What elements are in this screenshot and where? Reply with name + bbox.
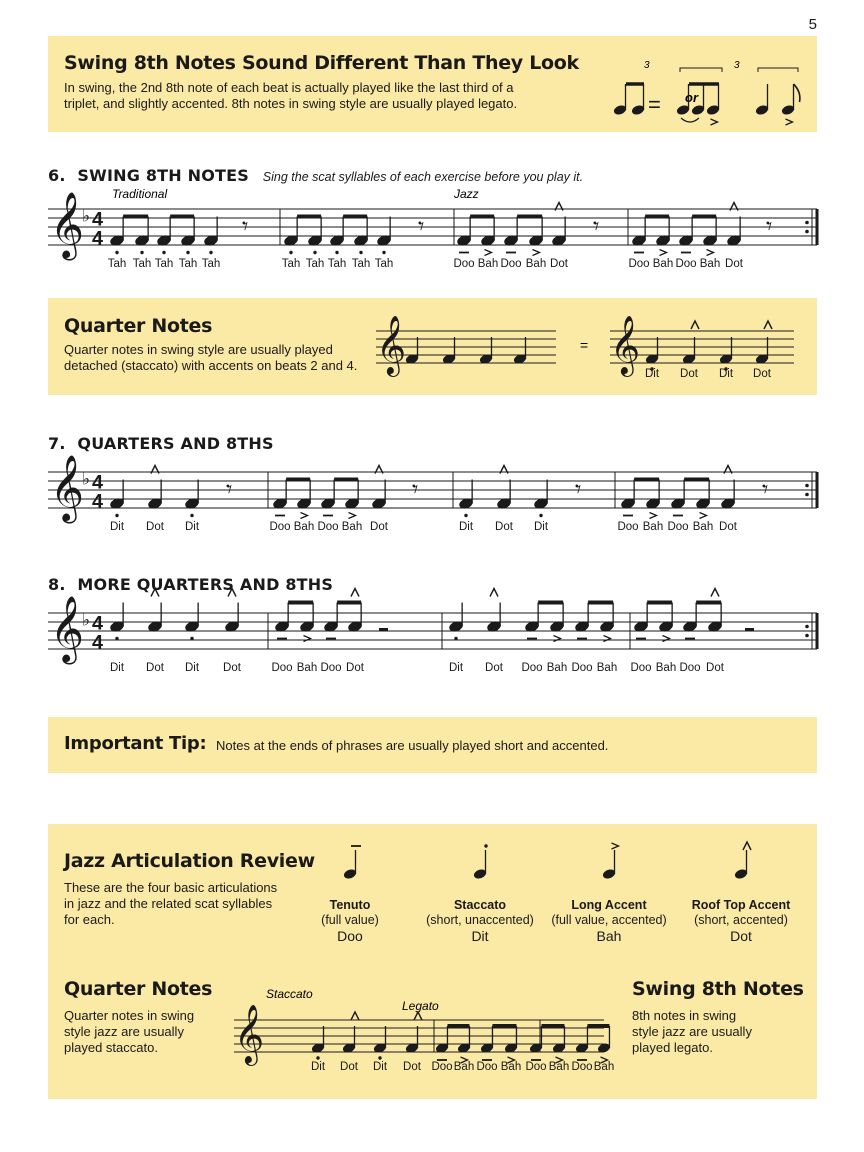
accent-mark bbox=[700, 513, 707, 519]
scat-syllable: Doo bbox=[675, 258, 697, 270]
box-title: Quarter Notes bbox=[64, 315, 213, 337]
eighth-rest: 𝄾 bbox=[242, 213, 249, 240]
scat-syllable: Doo bbox=[271, 662, 293, 674]
half-rest bbox=[379, 628, 388, 631]
accent-mark bbox=[663, 636, 670, 642]
exercise-number: 7. bbox=[48, 434, 66, 453]
scat-syllable: Bah bbox=[296, 662, 318, 674]
equals-sign: = bbox=[580, 337, 589, 353]
accent-mark bbox=[612, 843, 619, 849]
scat-syllable: Bah bbox=[548, 1061, 570, 1073]
tip-text: Notes at the ends of phrases are usually played short and accented. bbox=[216, 738, 609, 753]
staccato-mark bbox=[313, 251, 316, 254]
scat-syllable: Bah bbox=[546, 662, 568, 674]
staccato-mark bbox=[115, 514, 118, 517]
accent-mark bbox=[485, 250, 492, 256]
qn-text-line: played staccato. bbox=[64, 1040, 158, 1055]
quarter-notes-info-box bbox=[48, 298, 817, 395]
qn-title: Quarter Notes bbox=[64, 978, 213, 1000]
scat-syllable: Bah bbox=[453, 1061, 475, 1073]
staccato-mark bbox=[186, 251, 189, 254]
accent-mark bbox=[660, 250, 667, 256]
staccato-mark bbox=[539, 514, 542, 517]
treble-clef: 𝄞 bbox=[50, 597, 85, 662]
half-rest bbox=[745, 628, 754, 631]
swing-eighths-info-box bbox=[48, 36, 817, 132]
tip-title: Important Tip: bbox=[64, 733, 207, 754]
s8-text-line: style jazz are usually bbox=[632, 1024, 752, 1039]
staccato-mark bbox=[454, 637, 457, 640]
tie bbox=[681, 118, 699, 122]
box-text-line: detached (staccato) with accents on beats 2 and 4. bbox=[64, 358, 358, 373]
scat-syllable: Dit bbox=[310, 1061, 326, 1073]
exercise-7-staff bbox=[48, 455, 818, 535]
accent-mark bbox=[349, 513, 356, 519]
staccato-mark bbox=[115, 251, 118, 254]
scat-syllable: Tah bbox=[281, 258, 301, 270]
label-staccato: Staccato bbox=[266, 987, 313, 1001]
scat-syllable: Doo bbox=[628, 258, 650, 270]
scat-syllable: Doo bbox=[617, 521, 639, 533]
treble-clef: 𝄞 bbox=[376, 316, 407, 374]
scat-syllable: Dot bbox=[340, 1061, 358, 1073]
scat-syllable: Doo bbox=[500, 258, 522, 270]
repeat-dot bbox=[805, 625, 809, 629]
or-label: or bbox=[685, 90, 698, 105]
review-title: Jazz Articulation Review bbox=[64, 850, 315, 872]
box-text-line: triplet, and slightly accented. 8th notes in swing style are usually played legato. bbox=[64, 96, 518, 111]
scat-syllable: Tah bbox=[178, 258, 198, 270]
scat-syllable: Dot bbox=[706, 662, 724, 674]
scat-syllable: Bah bbox=[655, 662, 677, 674]
scat-syllable: Bah bbox=[293, 521, 315, 533]
scat-syllable: Dot bbox=[403, 1061, 421, 1073]
accent-mark bbox=[554, 636, 561, 642]
staccato-mark bbox=[382, 251, 385, 254]
repeat-dot bbox=[805, 484, 809, 488]
staccato-mark bbox=[359, 251, 362, 254]
scat-syllable: Dot bbox=[753, 368, 771, 380]
exercise-8-heading bbox=[48, 575, 333, 594]
scat-syllable: Tah bbox=[201, 258, 221, 270]
scat-syllable: Dit bbox=[448, 662, 464, 674]
flat-key-signature: ♭ bbox=[82, 610, 91, 630]
equals-sign: = bbox=[648, 92, 661, 117]
scat-syllable: Doo bbox=[525, 1061, 547, 1073]
s8-text-line: 8th notes in swing bbox=[632, 1008, 737, 1023]
treble-clef: 𝄞 bbox=[50, 456, 85, 521]
flat-key-signature: ♭ bbox=[82, 206, 91, 226]
scat-syllable: Dit bbox=[184, 662, 200, 674]
rooftop-accent bbox=[414, 1012, 422, 1020]
s8-text-line: played legato. bbox=[632, 1040, 713, 1055]
quarter-note-comparison bbox=[370, 302, 810, 392]
accent-mark bbox=[786, 119, 793, 125]
treble-clef: 𝄞 bbox=[610, 316, 641, 374]
scat-syllable: Doo bbox=[431, 1061, 453, 1073]
time-signature-top: 4 bbox=[92, 612, 104, 635]
time-signature-bottom: 4 bbox=[92, 227, 104, 250]
scat-syllable: Bah bbox=[596, 662, 618, 674]
articulation-legend bbox=[293, 834, 813, 954]
scat-syllable: Tah bbox=[305, 258, 325, 270]
staccato-mark bbox=[289, 251, 292, 254]
articulation-name: Tenuto bbox=[329, 898, 371, 912]
scat-syllable: Dot bbox=[550, 258, 568, 270]
qn-text-line: style jazz are usually bbox=[64, 1024, 184, 1039]
box-title: Swing 8th Notes Sound Different Than They Look bbox=[64, 52, 579, 74]
exercise-7-heading bbox=[48, 434, 274, 453]
scat-syllable: Dit bbox=[718, 368, 734, 380]
style-label-jazz: Jazz bbox=[454, 187, 479, 201]
accent-mark bbox=[650, 513, 657, 519]
scat-syllable: Tah bbox=[132, 258, 152, 270]
time-signature-bottom: 4 bbox=[92, 631, 104, 654]
qn-text-line: Quarter notes in swing bbox=[64, 1008, 195, 1023]
flag bbox=[794, 84, 800, 102]
articulation-syllable: Dit bbox=[471, 928, 489, 944]
staccato-mark bbox=[140, 251, 143, 254]
staccato-mark bbox=[190, 514, 193, 517]
scat-syllable: Bah bbox=[525, 258, 547, 270]
review-staff bbox=[228, 984, 615, 1094]
accent-mark bbox=[301, 513, 308, 519]
scat-syllable: Doo bbox=[571, 662, 593, 674]
exercise-title: MORE QUARTERS AND 8THS bbox=[77, 575, 334, 594]
articulation-name: Roof Top Accent bbox=[691, 898, 791, 912]
repeat-dot bbox=[805, 634, 809, 638]
scat-syllable: Dit bbox=[109, 521, 125, 533]
articulation-name: Long Accent bbox=[571, 898, 647, 912]
scat-syllable: Bah bbox=[699, 258, 721, 270]
scat-syllable: Doo bbox=[521, 662, 543, 674]
time-signature-bottom: 4 bbox=[92, 490, 104, 513]
exercise-6-staff bbox=[48, 187, 818, 270]
scat-syllable: Bah bbox=[642, 521, 664, 533]
time-signature-top: 4 bbox=[92, 208, 104, 231]
articulation-syllable: Dot bbox=[730, 928, 752, 944]
articulation-description: (short, accented) bbox=[694, 913, 788, 927]
staccato-mark bbox=[162, 251, 165, 254]
treble-clef: 𝄞 bbox=[234, 1005, 265, 1063]
review-text-line: for each. bbox=[64, 912, 115, 927]
staccato-mark bbox=[115, 637, 118, 640]
scat-syllable: Dit bbox=[533, 521, 549, 533]
accent-mark bbox=[304, 636, 311, 642]
staccato-mark bbox=[316, 1056, 319, 1059]
articulation-syllable: Bah bbox=[596, 928, 622, 944]
eighth-rest: 𝄾 bbox=[575, 476, 582, 503]
scat-syllable: Doo bbox=[476, 1061, 498, 1073]
scat-syllable: Dot bbox=[146, 521, 164, 533]
scat-syllable: Dit bbox=[184, 521, 200, 533]
repeat-dot bbox=[805, 221, 809, 225]
exercise-number: 6. bbox=[48, 166, 66, 185]
swing-rhythm-equation bbox=[558, 50, 758, 130]
scat-syllable: Doo bbox=[320, 662, 342, 674]
accent-mark bbox=[604, 636, 611, 642]
scat-syllable: Doo bbox=[317, 521, 339, 533]
scat-syllable: Tah bbox=[327, 258, 347, 270]
scat-syllable: Bah bbox=[593, 1061, 615, 1073]
exercise-number: 8. bbox=[48, 575, 66, 594]
exercise-title: QUARTERS AND 8THS bbox=[77, 434, 274, 453]
scat-syllable: Bah bbox=[692, 521, 714, 533]
scat-syllable: Dot bbox=[725, 258, 743, 270]
rooftop-accent bbox=[743, 842, 751, 850]
scat-syllable: Bah bbox=[341, 521, 363, 533]
rooftop-accent bbox=[711, 589, 719, 597]
staccato-mark bbox=[209, 251, 212, 254]
scat-syllable: Doo bbox=[630, 662, 652, 674]
box-text-line: In swing, the 2nd 8th note of each beat is actually played like the last third of a bbox=[64, 80, 514, 95]
scat-syllable: Dot bbox=[495, 521, 513, 533]
rooftop-accent bbox=[351, 589, 359, 597]
review-text-line: in jazz and the related scat syllables bbox=[64, 896, 273, 911]
repeat-dot bbox=[805, 230, 809, 234]
scat-syllable: Bah bbox=[652, 258, 674, 270]
repeat-dot bbox=[805, 493, 809, 497]
eighth-rest: 𝄾 bbox=[766, 213, 773, 240]
time-signature-top: 4 bbox=[92, 471, 104, 494]
rooftop-accent bbox=[351, 1012, 359, 1020]
eighth-rest: 𝄾 bbox=[593, 213, 600, 240]
accent-mark bbox=[707, 250, 714, 256]
triplet-bracket bbox=[680, 68, 722, 72]
scat-syllable: Doo bbox=[269, 521, 291, 533]
exercise-6-heading bbox=[48, 166, 583, 185]
important-tip-box bbox=[48, 717, 817, 773]
staccato-mark bbox=[335, 251, 338, 254]
flat-key-signature: ♭ bbox=[82, 469, 91, 489]
scat-syllable: Dot bbox=[485, 662, 503, 674]
scat-syllable: Tah bbox=[374, 258, 394, 270]
eighth-rest: 𝄾 bbox=[418, 213, 425, 240]
page-number: 5 bbox=[808, 16, 817, 33]
eighth-rest: 𝄾 bbox=[226, 476, 233, 503]
accent-mark bbox=[711, 119, 718, 125]
triplet-mark: 3 bbox=[734, 60, 740, 71]
label-legato: Legato bbox=[402, 999, 439, 1013]
exercise-title: SWING 8TH NOTES bbox=[77, 166, 249, 185]
rooftop-accent bbox=[691, 321, 699, 329]
scat-syllable: Bah bbox=[500, 1061, 522, 1073]
scat-syllable: Dot bbox=[370, 521, 388, 533]
scat-syllable: Dot bbox=[719, 521, 737, 533]
scat-syllable: Dot bbox=[146, 662, 164, 674]
scat-syllable: Tah bbox=[351, 258, 371, 270]
eighth-rest: 𝄾 bbox=[412, 476, 419, 503]
staccato-mark bbox=[464, 514, 467, 517]
rooftop-accent bbox=[490, 589, 498, 597]
scat-syllable: Dit bbox=[458, 521, 474, 533]
scat-syllable: Dit bbox=[372, 1061, 388, 1073]
scat-syllable: Doo bbox=[679, 662, 701, 674]
rooftop-accent bbox=[764, 321, 772, 329]
scat-syllable: Dit bbox=[109, 662, 125, 674]
scat-syllable: Dit bbox=[644, 368, 660, 380]
scat-syllable: Dot bbox=[223, 662, 241, 674]
scat-syllable: Doo bbox=[453, 258, 475, 270]
articulation-description: (full value, accented) bbox=[551, 913, 667, 927]
scat-syllable: Dot bbox=[346, 662, 364, 674]
articulation-name: Staccato bbox=[453, 898, 507, 912]
staccato-mark bbox=[378, 1056, 381, 1059]
box-text-line: Quarter notes in swing style are usually played bbox=[64, 342, 333, 357]
scat-syllable: Tah bbox=[107, 258, 127, 270]
scat-syllable: Tah bbox=[154, 258, 174, 270]
scat-syllable: Doo bbox=[571, 1061, 593, 1073]
triplet-bracket bbox=[758, 68, 798, 72]
triplet-mark: 3 bbox=[644, 60, 650, 71]
review-text-line: These are the four basic articulations bbox=[64, 880, 278, 895]
articulation-review-box bbox=[48, 824, 817, 1099]
scat-syllable: Dot bbox=[680, 368, 698, 380]
articulation-description: (full value) bbox=[321, 913, 379, 927]
articulation-description: (short, unaccented) bbox=[426, 913, 534, 927]
eighth-rest: 𝄾 bbox=[762, 476, 769, 503]
staccato-mark bbox=[190, 637, 193, 640]
style-label-traditional: Traditional bbox=[112, 187, 168, 201]
scat-syllable: Doo bbox=[667, 521, 689, 533]
staccato-mark bbox=[484, 844, 487, 847]
s8-title: Swing 8th Notes bbox=[632, 978, 804, 1000]
accent-mark bbox=[533, 250, 540, 256]
articulation-syllable: Doo bbox=[337, 928, 363, 944]
scat-syllable: Bah bbox=[477, 258, 499, 270]
exercise-subtitle: Sing the scat syllables of each exercise before you play it. bbox=[262, 170, 584, 184]
exercise-8-staff bbox=[48, 596, 818, 676]
treble-clef: 𝄞 bbox=[50, 193, 85, 258]
